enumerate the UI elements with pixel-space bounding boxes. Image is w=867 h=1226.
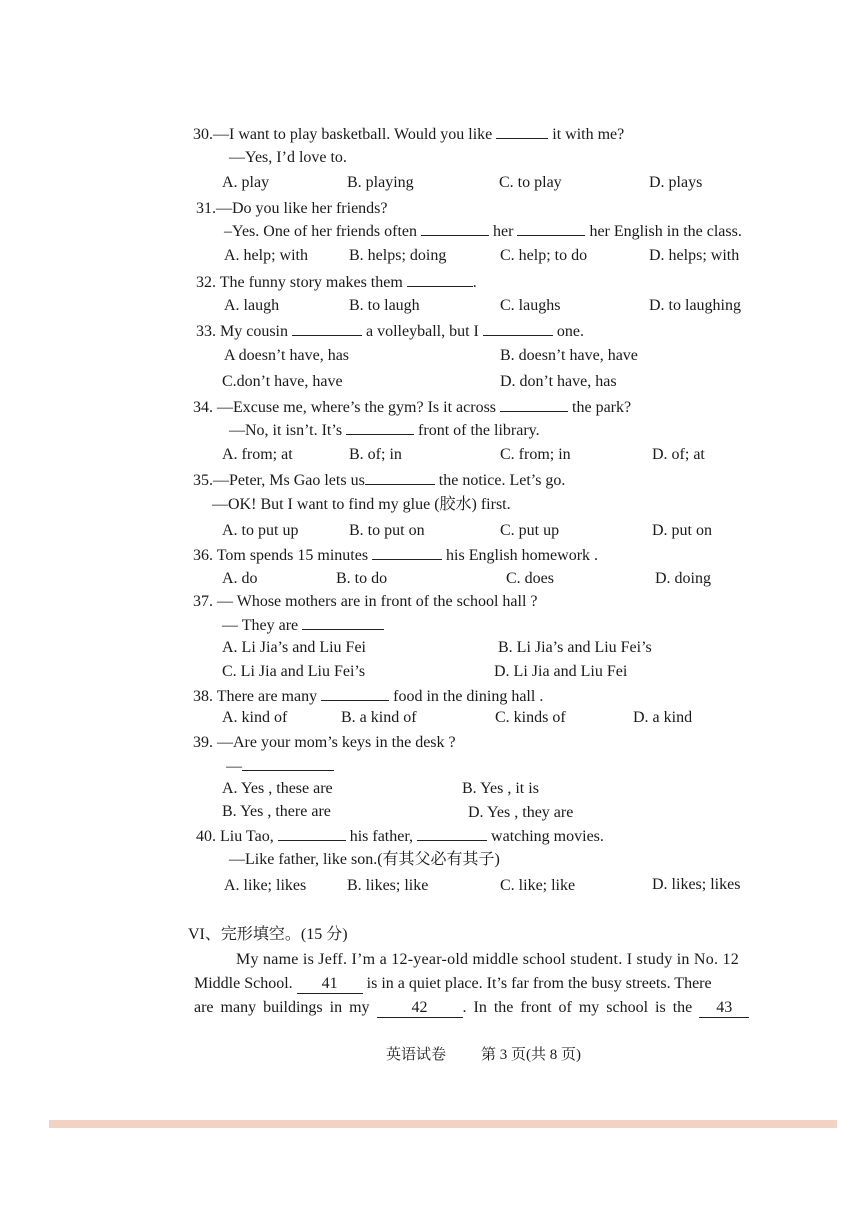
q31-text-2a: –Yes. One of her friends often bbox=[224, 223, 417, 240]
q34-line1 bbox=[193, 397, 631, 418]
q31-text-2c: her English in the class. bbox=[589, 223, 742, 240]
q35-blank[interactable] bbox=[365, 470, 435, 485]
q33-line1 bbox=[196, 321, 584, 342]
q36-text: Tom spends 15 minutes bbox=[216, 547, 369, 564]
q30-line1 bbox=[193, 124, 624, 145]
q32-text-end: . bbox=[472, 274, 477, 291]
q32-option-d[interactable]: D. to laughing bbox=[649, 297, 741, 314]
cloze-text-2a: Middle School. bbox=[194, 975, 293, 992]
q32-number: 32. bbox=[196, 274, 216, 291]
q40-option-c[interactable]: C. like; like bbox=[500, 877, 576, 894]
q39-blank[interactable] bbox=[242, 756, 334, 771]
q34-number: 34. bbox=[193, 399, 213, 416]
cloze-paragraph-line3 bbox=[194, 996, 749, 1020]
q38-option-d[interactable]: D. a kind bbox=[633, 709, 693, 726]
q31-number: 31. bbox=[196, 200, 216, 217]
q33-blank-1[interactable] bbox=[292, 321, 362, 336]
q35-line1 bbox=[193, 470, 565, 491]
q37-text: — Whose mothers are in front of the school hall ? bbox=[217, 593, 538, 610]
q36-text-end: his English homework . bbox=[446, 547, 599, 564]
q37-line2 bbox=[222, 615, 384, 636]
page-bottom-divider bbox=[49, 1120, 837, 1128]
q30-line2: —Yes, I’d love to. bbox=[229, 149, 347, 166]
cloze-blank-43[interactable]: 43 bbox=[699, 999, 749, 1018]
q38-number: 38. bbox=[193, 688, 213, 705]
q40-option-a[interactable]: A. like; likes bbox=[224, 877, 307, 894]
q34-blank-2[interactable] bbox=[346, 420, 414, 435]
q38-option-a[interactable]: A. kind of bbox=[222, 709, 288, 726]
q38-option-b[interactable]: B. a kind of bbox=[341, 709, 417, 726]
q34-text-2a: —No, it isn’t. It’s bbox=[229, 422, 343, 439]
q33-option-d[interactable]: D. don’t have, has bbox=[500, 373, 617, 390]
q40-line2: —Like father, like son.(有其父必有其子) bbox=[229, 851, 500, 868]
q30-option-c[interactable]: C. to play bbox=[499, 174, 562, 191]
footer-subject: 英语试卷 bbox=[386, 1047, 447, 1063]
q39-option-b[interactable]: B. Yes , it is bbox=[462, 780, 539, 797]
q32-text: The funny story makes them bbox=[219, 274, 403, 291]
q31-option-d[interactable]: D. helps; with bbox=[649, 247, 740, 264]
q32-line1 bbox=[196, 272, 477, 293]
cloze-blank-42[interactable]: 42 bbox=[377, 999, 463, 1018]
q30-text: —I want to play basketball. Would you like bbox=[213, 126, 493, 143]
q36-number: 36. bbox=[193, 547, 213, 564]
q35-option-c[interactable]: C. put up bbox=[500, 522, 560, 539]
q34-line2 bbox=[229, 420, 540, 441]
q31-text-2b: her bbox=[493, 223, 514, 240]
q37-blank[interactable] bbox=[302, 615, 384, 630]
q32-blank[interactable] bbox=[407, 272, 473, 287]
q39-option-d[interactable]: D. Yes , they are bbox=[468, 804, 574, 821]
q40-blank-2[interactable] bbox=[417, 826, 487, 841]
q35-option-a[interactable]: A. to put up bbox=[222, 522, 299, 539]
q38-text: There are many bbox=[216, 688, 318, 705]
q36-option-a[interactable]: A. do bbox=[222, 570, 258, 587]
q33-option-a[interactable]: A doesn’t have, has bbox=[224, 347, 350, 364]
q35-line2: —OK! But I want to find my glue (胶水) first. bbox=[212, 496, 511, 513]
q37-option-d[interactable]: D. Li Jia and Liu Fei bbox=[494, 663, 628, 680]
q37-option-c[interactable]: C. Li Jia and Liu Fei’s bbox=[222, 663, 366, 680]
q34-option-c[interactable]: C. from; in bbox=[500, 446, 571, 463]
q39-line2 bbox=[226, 756, 334, 777]
q40-text-a: Liu Tao, bbox=[220, 828, 274, 845]
q30-number: 30. bbox=[193, 126, 213, 143]
q40-option-b[interactable]: B. likes; like bbox=[347, 877, 429, 894]
q31-option-b[interactable]: B. helps; doing bbox=[349, 247, 447, 264]
q34-text-2b: front of the library. bbox=[418, 422, 540, 439]
q30-text-end: it with me? bbox=[552, 126, 625, 143]
q36-blank[interactable] bbox=[372, 545, 442, 560]
q37-option-a[interactable]: A. Li Jia’s and Liu Fei bbox=[222, 639, 366, 656]
q32-option-a[interactable]: A. laugh bbox=[224, 297, 280, 314]
q39-text: —Are your mom’s keys in the desk ? bbox=[217, 734, 456, 751]
q35-number: 35. bbox=[193, 472, 213, 489]
q33-option-c[interactable]: C.don’t have, have bbox=[222, 373, 343, 390]
q40-blank-1[interactable] bbox=[278, 826, 346, 841]
q40-number: 40. bbox=[196, 828, 216, 845]
q32-option-b[interactable]: B. to laugh bbox=[349, 297, 420, 314]
q33-number: 33. bbox=[196, 323, 216, 340]
cloze-text-2b: is in a quiet place. It’s far from the busy streets. There bbox=[366, 975, 712, 992]
q37-option-b[interactable]: B. Li Jia’s and Liu Fei’s bbox=[498, 639, 652, 656]
cloze-paragraph-line1: My name is Jeff. I’m a 12-year-old middle school student. I study in No. 12 bbox=[236, 951, 739, 968]
q34-text-end: the park? bbox=[572, 399, 632, 416]
q36-option-d[interactable]: D. doing bbox=[655, 570, 711, 587]
q39-option-c[interactable]: B. Yes , there are bbox=[222, 803, 331, 820]
q33-blank-2[interactable] bbox=[483, 321, 553, 336]
q35-option-b[interactable]: B. to put on bbox=[349, 522, 425, 539]
q40-line1 bbox=[196, 826, 604, 847]
q37-number: 37. bbox=[193, 593, 213, 610]
q30-option-b[interactable]: B. playing bbox=[347, 174, 414, 191]
q37-line1 bbox=[193, 592, 538, 612]
q36-option-b[interactable]: B. to do bbox=[336, 570, 388, 587]
q30-option-d[interactable]: D. plays bbox=[649, 174, 703, 191]
q31-option-c[interactable]: C. help; to do bbox=[500, 247, 588, 264]
q31-line2 bbox=[224, 221, 742, 242]
q33-text-a: My cousin bbox=[220, 323, 288, 340]
cloze-text-3b: . In the front of my school is the bbox=[462, 999, 693, 1016]
q31-text: —Do you like her friends? bbox=[216, 200, 388, 217]
q38-line1 bbox=[193, 686, 543, 707]
q39-line1 bbox=[193, 733, 456, 753]
q40-option-d[interactable]: D. likes; likes bbox=[652, 876, 741, 893]
q35-option-d[interactable]: D. put on bbox=[652, 522, 712, 539]
q31-option-a[interactable]: A. help; with bbox=[224, 247, 308, 264]
q37-text-2: — They are bbox=[222, 617, 299, 634]
q38-option-c[interactable]: C. kinds of bbox=[495, 709, 566, 726]
q39-text-2: — bbox=[226, 758, 242, 775]
q34-option-a[interactable]: A. from; at bbox=[222, 446, 293, 463]
q30-option-a[interactable]: A. play bbox=[222, 174, 270, 191]
cloze-blank-41[interactable]: 41 bbox=[297, 975, 363, 994]
q40-text-c: watching movies. bbox=[491, 828, 604, 845]
q34-option-d[interactable]: D. of; at bbox=[652, 446, 705, 463]
q31-line1 bbox=[196, 199, 388, 219]
q32-option-c[interactable]: C. laughs bbox=[500, 297, 561, 314]
cloze-section-heading: VI、完形填空。(15 分) bbox=[188, 926, 348, 943]
q39-number: 39. bbox=[193, 734, 213, 751]
q38-blank[interactable] bbox=[321, 686, 389, 701]
q33-option-b[interactable]: B. doesn’t have, have bbox=[500, 347, 638, 364]
q34-blank-1[interactable] bbox=[500, 397, 568, 412]
q33-text-b: a volleyball, but I bbox=[366, 323, 479, 340]
q34-text: —Excuse me, where’s the gym? Is it across bbox=[217, 399, 497, 416]
q30-blank[interactable] bbox=[496, 124, 548, 139]
q36-option-c[interactable]: C. does bbox=[506, 570, 554, 587]
q34-option-b[interactable]: B. of; in bbox=[349, 446, 402, 463]
q36-line1 bbox=[193, 545, 598, 566]
q35-text-end: the notice. Let’s go. bbox=[438, 472, 566, 489]
q33-text-c: one. bbox=[556, 323, 584, 340]
q40-text-b: his father, bbox=[349, 828, 414, 845]
cloze-paragraph-line2 bbox=[194, 972, 712, 996]
q39-option-a[interactable]: A. Yes , these are bbox=[222, 780, 333, 797]
footer-page-number: 第 3 页(共 8 页) bbox=[481, 1047, 581, 1063]
q31-blank-1[interactable] bbox=[421, 221, 489, 236]
q38-text-end: food in the dining hall . bbox=[393, 688, 544, 705]
q31-blank-2[interactable] bbox=[517, 221, 585, 236]
q35-text: —Peter, Ms Gao lets us bbox=[213, 472, 365, 489]
cloze-text-3a: are many buildings in my bbox=[194, 999, 370, 1016]
